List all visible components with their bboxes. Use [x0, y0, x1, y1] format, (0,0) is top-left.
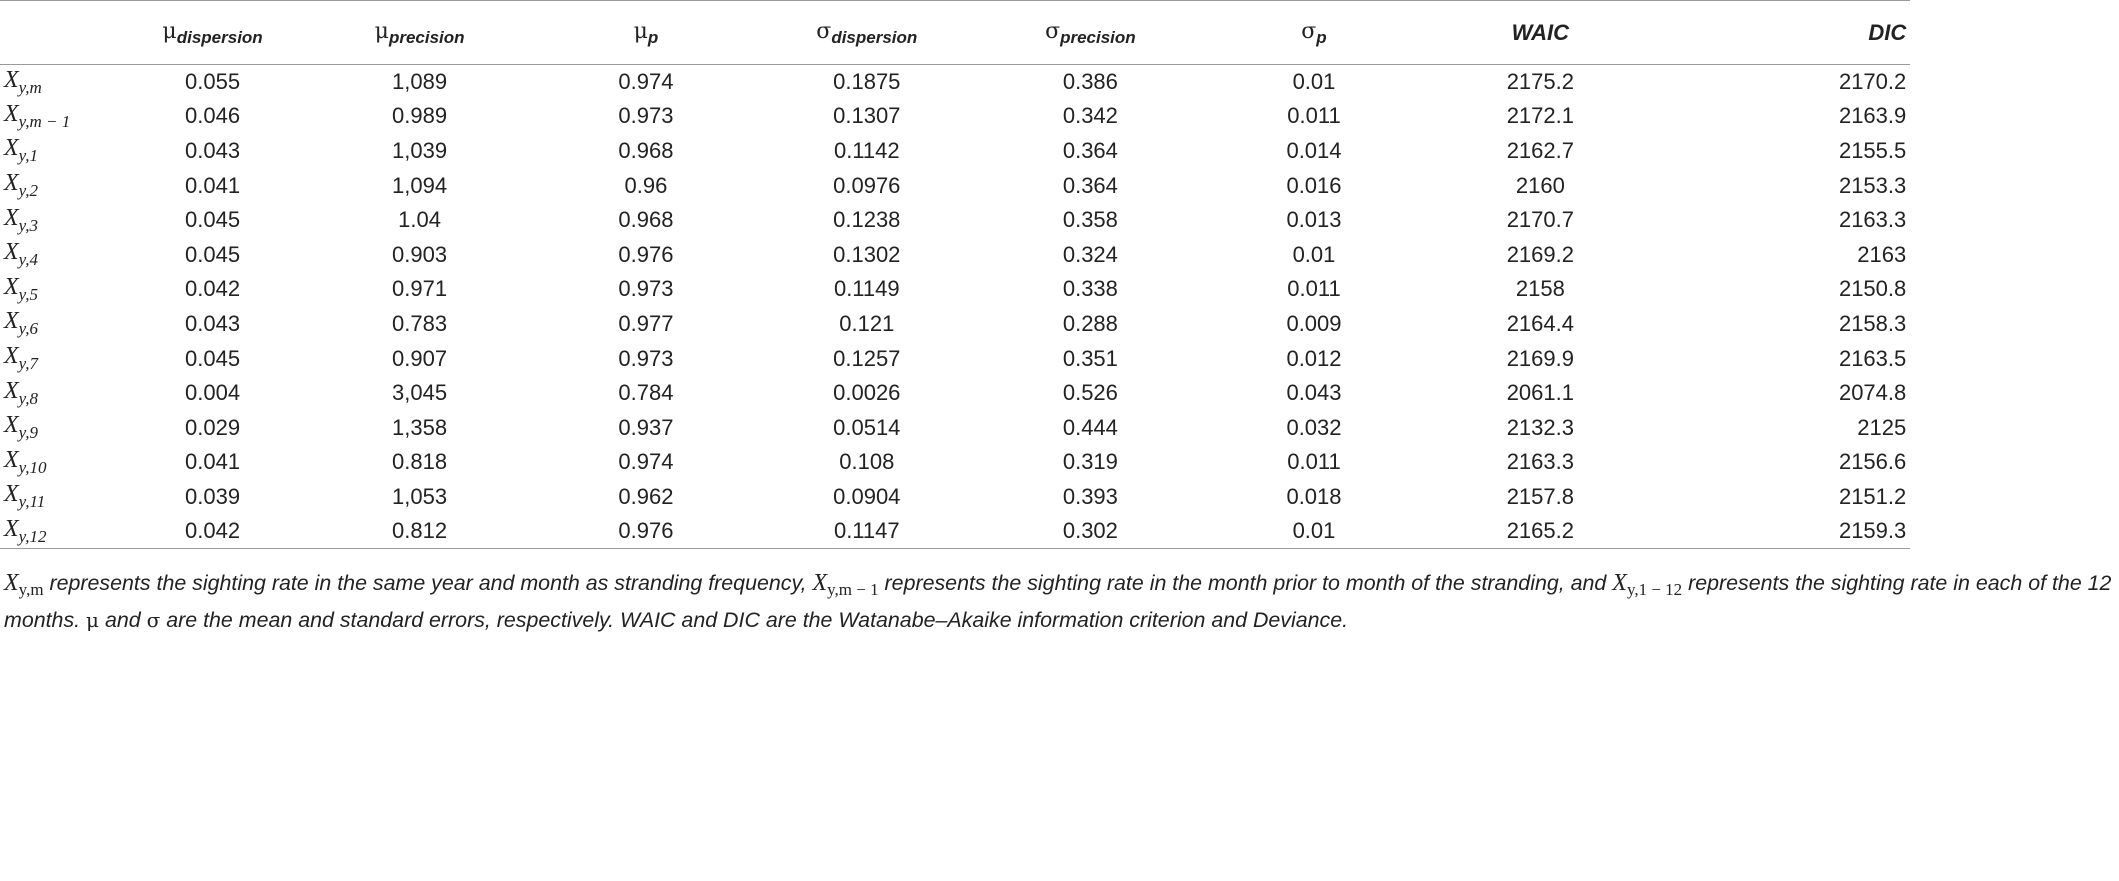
table-cell: 2164.4 — [1506, 310, 1574, 336]
table-footnote: $X_{y,m}$ represents the sighting rate in the same year and month as stranding frequency, $X_{y,m - 1}$ represents the sighting rate in the month prior to month of the stranding, and $X_{y,1 - 12}$ represents the sighting rate in each of the 12 months. μ and σ are the mean and standard errors, respectively. WAIC and DIC are the Watanabe–Akaike information criterion and Deviance. — [4, 570, 2112, 632]
table-cell: 2153.3 — [1838, 172, 1907, 198]
table-cell: 0.043 — [185, 310, 241, 336]
table-cell: 0.004 — [185, 380, 241, 406]
table-cell: 0.1142 — [833, 137, 900, 163]
row-label: $X_{y,8}$ — [4, 377, 39, 408]
table-cell: 0.108 — [839, 449, 895, 475]
table-cell: 1,039 — [392, 137, 448, 163]
row-label: $X_{y,12}$ — [0, 514, 121, 549]
table-cell: 0.973 — [618, 103, 674, 129]
table-cell: 0.288 — [1062, 310, 1118, 336]
column-header: $\mu_{dispersion}$ — [121, 1, 303, 65]
table-cell: 2157.8 — [1506, 483, 1574, 509]
table-cell: 0.029 — [185, 414, 241, 440]
table-cell: 0.1149 — [833, 276, 900, 302]
table-cell: 1,089 — [392, 69, 448, 95]
table-body — [0, 65, 2119, 549]
column-header: WAIC — [1424, 1, 1656, 65]
table-cell: 0.783 — [392, 310, 448, 336]
table-cell: 2150.8 — [1838, 276, 1907, 302]
table-cell: 0.989 — [392, 103, 448, 129]
table-cell: 0.1307 — [833, 103, 901, 129]
table-cell: 0.1302 — [833, 241, 901, 267]
column-header: $\sigma_{precision}$ — [977, 1, 1203, 65]
table-cell: 0.043 — [185, 137, 241, 163]
table-cell: 0.974 — [618, 449, 674, 475]
table-cell: 0.937 — [618, 414, 674, 440]
table-cell: 2160 — [1515, 172, 1565, 198]
table-row — [0, 445, 2119, 480]
table-cell: 2158 — [1515, 276, 1565, 302]
table-cell: 0.0026 — [833, 380, 901, 406]
column-header: $\sigma_p$ — [1204, 1, 1425, 65]
column-header: $\mu_p$ — [536, 1, 757, 65]
table-cell: 2156.6 — [1838, 449, 1907, 475]
table-cell: 2159.3 — [1656, 514, 1910, 549]
table-cell: 2163 — [1857, 241, 1907, 267]
table-cell: 0.018 — [1286, 483, 1342, 509]
table-row — [0, 203, 2119, 238]
table-cell: 0.973 — [618, 345, 674, 371]
table-cell: 2169.2 — [1506, 241, 1574, 267]
table-cell: 0.319 — [1062, 449, 1118, 475]
table-cell: 0.01 — [1292, 241, 1336, 267]
table-cell: 0.968 — [618, 137, 674, 163]
table-row — [0, 134, 2119, 169]
table-cell: 1.04 — [398, 207, 441, 233]
row-label: $X_{y,9}$ — [4, 412, 39, 443]
table-cell: 0.338 — [1062, 276, 1118, 302]
table-cell: 0.526 — [1062, 380, 1118, 406]
table-cell: 0.045 — [185, 241, 241, 267]
table-cell: 1,053 — [392, 483, 448, 509]
header-corner — [0, 1, 121, 65]
row-label: $X_{y,3}$ — [4, 204, 39, 235]
table-cell: 0.1147 — [756, 514, 977, 549]
table-cell: 0.907 — [392, 345, 448, 371]
table-cell: 0.011 — [1287, 276, 1341, 302]
table-cell: 0.971 — [392, 276, 448, 302]
table-row — [0, 65, 2119, 100]
table-cell: 1,094 — [392, 172, 448, 198]
table-cell: 2125 — [1857, 414, 1907, 440]
footnote-symbol: $X_{y,m - 1}$ — [812, 570, 879, 599]
table-cell: 0.364 — [1062, 137, 1118, 163]
table-cell: 0.358 — [1062, 207, 1118, 233]
table-cell: 2151.2 — [1838, 483, 1907, 509]
table-cell: 0.009 — [1286, 310, 1342, 336]
table-cell: 0.011 — [1287, 449, 1341, 475]
column-header: $\sigma_{dispersion}$ — [756, 1, 977, 65]
table-cell: 2061.1 — [1506, 380, 1574, 406]
table-cell: 0.043 — [1286, 380, 1342, 406]
table-cell: 0.968 — [618, 207, 674, 233]
table-cell: 2163.3 — [1838, 207, 1907, 233]
table-cell: 0.01 — [1292, 69, 1336, 95]
table-cell: 0.444 — [1062, 414, 1118, 440]
header-row — [0, 1, 2119, 65]
row-label: $X_{y,m - 1}$ — [4, 100, 71, 131]
table-cell: 0.042 — [185, 276, 241, 302]
table-cell: 0.014 — [1286, 137, 1342, 163]
row-label: $X_{y,1}$ — [4, 135, 39, 166]
row-label: $X_{y,m}$ — [4, 66, 42, 97]
table-row — [0, 272, 2119, 307]
table-cell: 2163.9 — [1838, 103, 1907, 129]
table-cell: 2172.1 — [1506, 103, 1574, 129]
table-cell: 0.032 — [1286, 414, 1342, 440]
table-row — [0, 480, 2119, 515]
table-cell: 0.1875 — [833, 69, 901, 95]
table-cell: 2074.8 — [1838, 380, 1907, 406]
table-cell: 0.045 — [185, 345, 241, 371]
table-cell: 0.324 — [1062, 241, 1118, 267]
table-cell: 2163.3 — [1506, 449, 1574, 475]
table-cell: 0.011 — [1287, 103, 1341, 129]
table-cell: 0.0904 — [833, 483, 901, 509]
row-label: $X_{y,5}$ — [4, 273, 39, 304]
table-cell: 2175.2 — [1506, 69, 1574, 95]
table-cell: 0.1257 — [833, 345, 901, 371]
table-cell: 0.393 — [1062, 483, 1118, 509]
table-row — [0, 237, 2119, 272]
table-cell: 2165.2 — [1424, 514, 1656, 549]
row-label: $X_{y,10}$ — [4, 446, 47, 477]
row-label: $X_{y,7}$ — [4, 343, 39, 374]
row-label: $X_{y,6}$ — [4, 308, 39, 339]
table-cell: 2132.3 — [1506, 414, 1574, 440]
table-cell: 0.041 — [185, 172, 241, 198]
table-cell: 3,045 — [392, 380, 448, 406]
table-row — [0, 514, 2119, 549]
column-header: DIC — [1656, 1, 1910, 65]
table-cell: 2170.2 — [1838, 69, 1907, 95]
table-cell: 0.0514 — [833, 414, 901, 440]
table-cell: 2162.7 — [1506, 137, 1574, 163]
table-cell: 2163.5 — [1838, 345, 1907, 371]
table-cell: 0.042 — [121, 514, 303, 549]
table-cell: 0.818 — [392, 449, 448, 475]
table-cell: 0.121 — [839, 310, 895, 336]
table-cell: 2169.9 — [1506, 345, 1574, 371]
table-cell: 0.962 — [618, 483, 674, 509]
table-row — [0, 168, 2119, 203]
table-row — [0, 376, 2119, 411]
table-row — [0, 410, 2119, 445]
table-cell: 0.012 — [1286, 345, 1342, 371]
table-cell: 0.0976 — [833, 172, 901, 198]
table-cell: 0.041 — [185, 449, 241, 475]
row-label: $X_{y,11}$ — [4, 481, 46, 512]
table-cell: 0.386 — [1062, 69, 1118, 95]
table-cell: 0.01 — [1204, 514, 1425, 549]
footnote-symbol: $X_{y,1 - 12}$ — [1612, 570, 1683, 599]
table-cell: 0.974 — [618, 69, 674, 95]
table-cell: 1,358 — [392, 414, 448, 440]
table-cell: 0.302 — [977, 514, 1203, 549]
table-cell: 2155.5 — [1838, 137, 1907, 163]
table-cell: 0.046 — [185, 103, 241, 129]
table-cell: 2158.3 — [1838, 310, 1907, 336]
table-cell: 0.342 — [1062, 103, 1118, 129]
table-cell: 0.351 — [1062, 345, 1118, 371]
table-cell: 2170.7 — [1506, 207, 1574, 233]
table-row — [0, 341, 2119, 376]
table-cell: 0.013 — [1286, 207, 1342, 233]
table-cell: 0.976 — [618, 241, 674, 267]
footnote-symbol: $X_{y,m}$ — [4, 570, 44, 599]
row-label: $X_{y,4}$ — [4, 239, 39, 270]
table-cell: 0.977 — [618, 310, 674, 336]
table-cell: 0.364 — [1062, 172, 1118, 198]
table-cell: 0.016 — [1286, 172, 1342, 198]
table-cell: 0.976 — [536, 514, 757, 549]
table-cell: 0.812 — [304, 514, 536, 549]
table-row — [0, 307, 2119, 342]
table-cell: 0.039 — [185, 483, 241, 509]
table-cell: 0.1238 — [833, 207, 901, 233]
table-cell: 0.784 — [618, 380, 674, 406]
table-cell: 0.973 — [618, 276, 674, 302]
row-label: $X_{y,2}$ — [4, 170, 39, 201]
column-header: $\mu_{precision}$ — [304, 1, 536, 65]
table-cell: 0.903 — [392, 241, 448, 267]
table-cell: 0.96 — [624, 172, 668, 198]
table-cell: 0.045 — [185, 207, 241, 233]
table-row — [0, 99, 2119, 134]
table-cell: 0.055 — [185, 69, 241, 95]
